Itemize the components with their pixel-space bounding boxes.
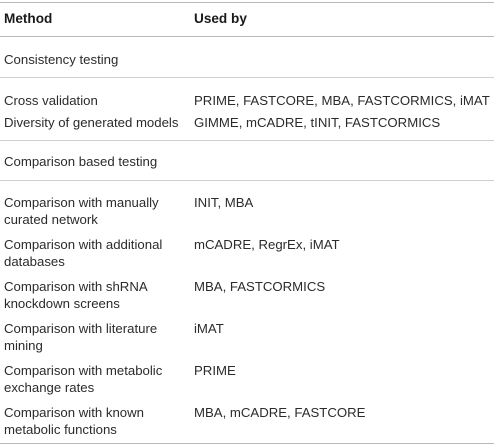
row-used-by: MBA, FASTCORMICS xyxy=(194,279,326,294)
row-method: Cross validation xyxy=(4,93,98,108)
row-method-line1: Comparison with metabolic xyxy=(4,363,163,378)
section-rule xyxy=(0,77,494,78)
table-bottom-rule xyxy=(0,443,494,444)
row-method-line1: Comparison with manually xyxy=(4,195,159,210)
row-method: Diversity of generated models xyxy=(4,115,179,130)
row-method-line2: metabolic functions xyxy=(4,422,117,437)
row-method-line2: curated network xyxy=(4,212,98,227)
row-method-line2: exchange rates xyxy=(4,380,95,395)
row-method-line1: Comparison with additional xyxy=(4,237,163,252)
row-used-by: PRIME xyxy=(194,363,236,378)
section-rule xyxy=(0,180,494,181)
row-used-by: GIMME, mCADRE, tINIT, FASTCORMICS xyxy=(194,115,441,130)
section-rule xyxy=(0,140,494,141)
row-method-line1: Comparison with literature xyxy=(4,321,158,336)
header-rule xyxy=(0,36,494,37)
row-used-by: MBA, mCADRE, FASTCORE xyxy=(194,405,366,420)
row-method-line2: knockdown screens xyxy=(4,296,120,311)
row-used-by: PRIME, FASTCORE, MBA, FASTCORMICS, iMAT xyxy=(194,93,490,108)
header-used-by: Used by xyxy=(194,11,247,26)
row-method-line2: mining xyxy=(4,338,43,353)
section-title: Comparison based testing xyxy=(4,154,158,169)
header-method: Method xyxy=(4,11,53,26)
row-method-line1: Comparison with shRNA xyxy=(4,279,148,294)
row-method-line2: databases xyxy=(4,254,65,269)
row-used-by: iMAT xyxy=(194,321,224,336)
row-used-by: INIT, MBA xyxy=(194,195,254,210)
section-title: Consistency testing xyxy=(4,52,119,67)
row-method-line1: Comparison with known xyxy=(4,405,144,420)
table-top-rule xyxy=(0,2,494,3)
row-used-by: mCADRE, RegrEx, iMAT xyxy=(194,237,340,252)
